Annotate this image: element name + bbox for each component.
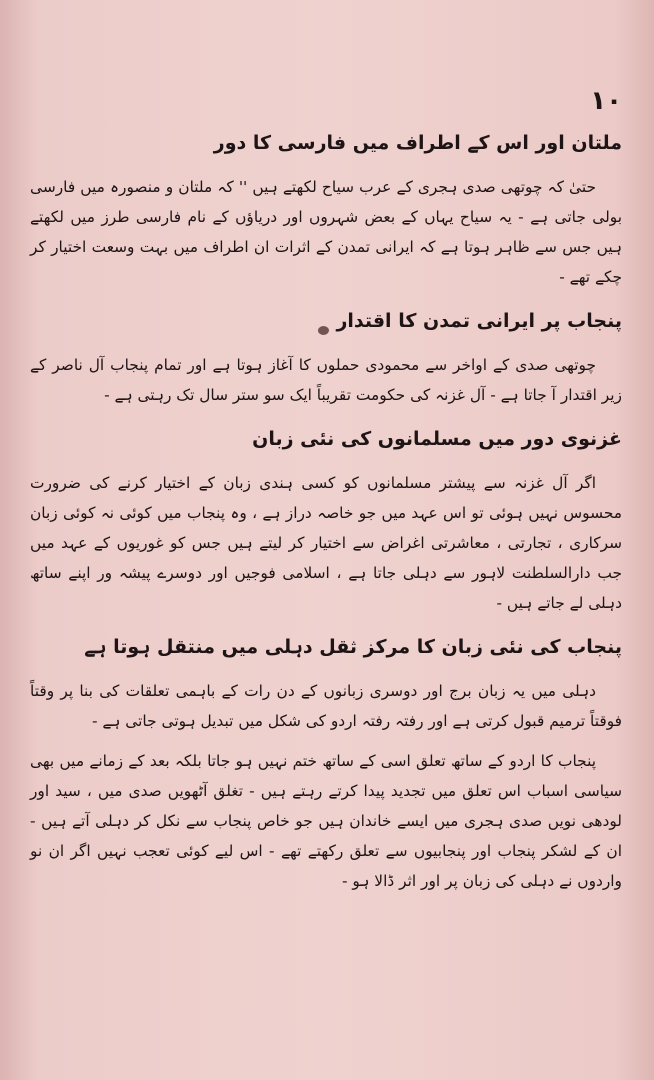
section-heading: پنجاب کی نئی زبان کا مرکز ثقل دہلی میں منتقل ہوتا ہے xyxy=(84,636,622,658)
page-number: ۱۰ xyxy=(590,86,622,116)
paragraph: اگر آل غزنہ سے پیشتر مسلمانوں کو کسی ہندی زبان کے اختیار کرنے کی ضرورت محسوس نہیں ہوئی تو اس عہد میں جو خاصہ دراز ہے ، وہ پنجاب میں کوئی نہ کوئی زبان سرکاری ، تجارتی ، معاشرتی اغراض سے اختیار کر لیتے ہیں جس کو غوریوں کے عہد میں جب دارالسلطنت لاہور سے دہلی جاتا ہے ، اسلامی فوجیں اور دوسرے پیشہ ور اپنے ساتھ دہلی لے جاتے ہیں - xyxy=(30,474,622,612)
paragraph: پنجاب کا اردو کے ساتھ تعلق اسی کے ساتھ ختم نہیں ہو جاتا بلکہ بعد کے زمانے میں بھی سیاسی اسباب اس تعلق میں تجدید پیدا کرتے رہتے ہیں - تغلق آٹھویں صدی میں ، سید اور لودھی نویں صدی ہجری میں ایسے خاندان ہیں جو خاص پنجاب سے نکل کر دہلی آتے ہیں - ان کے لشکر پنجاب اور پنجابیوں سے تعلق رکھتے تھے - اس لیے کوئی تعجب نہیں اگر ان نو واردوں نے دہلی کی زبان پر اور اثر ڈالا ہو - xyxy=(30,752,622,890)
section-multan xyxy=(30,128,622,292)
section-ghaznavi xyxy=(30,424,622,618)
section-heading: غزنوی دور میں مسلمانوں کی نئی زبان xyxy=(252,428,622,450)
section-heading: ملتان اور اس کے اطراف میں فارسی کا دور xyxy=(213,132,622,154)
paragraph: دہلی میں یہ زبان برج اور دوسری زبانوں کے دن رات کے باہمی تعلقات کی بنا پر وقتاً فوقتاً ترمیم قبول کرتی ہے اور رفتہ رفتہ اردو کی شکل میں تبدیل ہوتی جاتی ہے - xyxy=(30,682,622,730)
section-heading: پنجاب پر ایرانی تمدن کا اقتدار xyxy=(336,310,622,332)
section-delhi xyxy=(30,632,622,896)
section-punjab-iranian xyxy=(30,306,622,410)
paragraph: چوتھی صدی کے اواخر سے محمودی حملوں کا آغاز ہوتا ہے اور تمام پنجاب آل ناصر کے زیر اقتدار آ جاتا ہے - آل غزنہ کی حکومت تقریباً ایک سو ستر سال تک رہتی ہے - xyxy=(30,356,622,404)
page-content xyxy=(30,128,622,910)
paragraph: حتیٰ کہ چوتھی صدی ہجری کے عرب سیاح لکھتے ہیں '' کہ ملتان و منصورہ میں فارسی بولی جاتی ہے - یہ سیاح یہاں کے بعض شہروں اور دریاؤں کے نام فارسی طرز میں لکھتے ہیں جس سے ظاہر ہوتا ہے کہ ایرانی تمدن کے اثرات ان اطراف میں بہت وسعت اختیار کر چکے تھے - xyxy=(30,178,622,286)
